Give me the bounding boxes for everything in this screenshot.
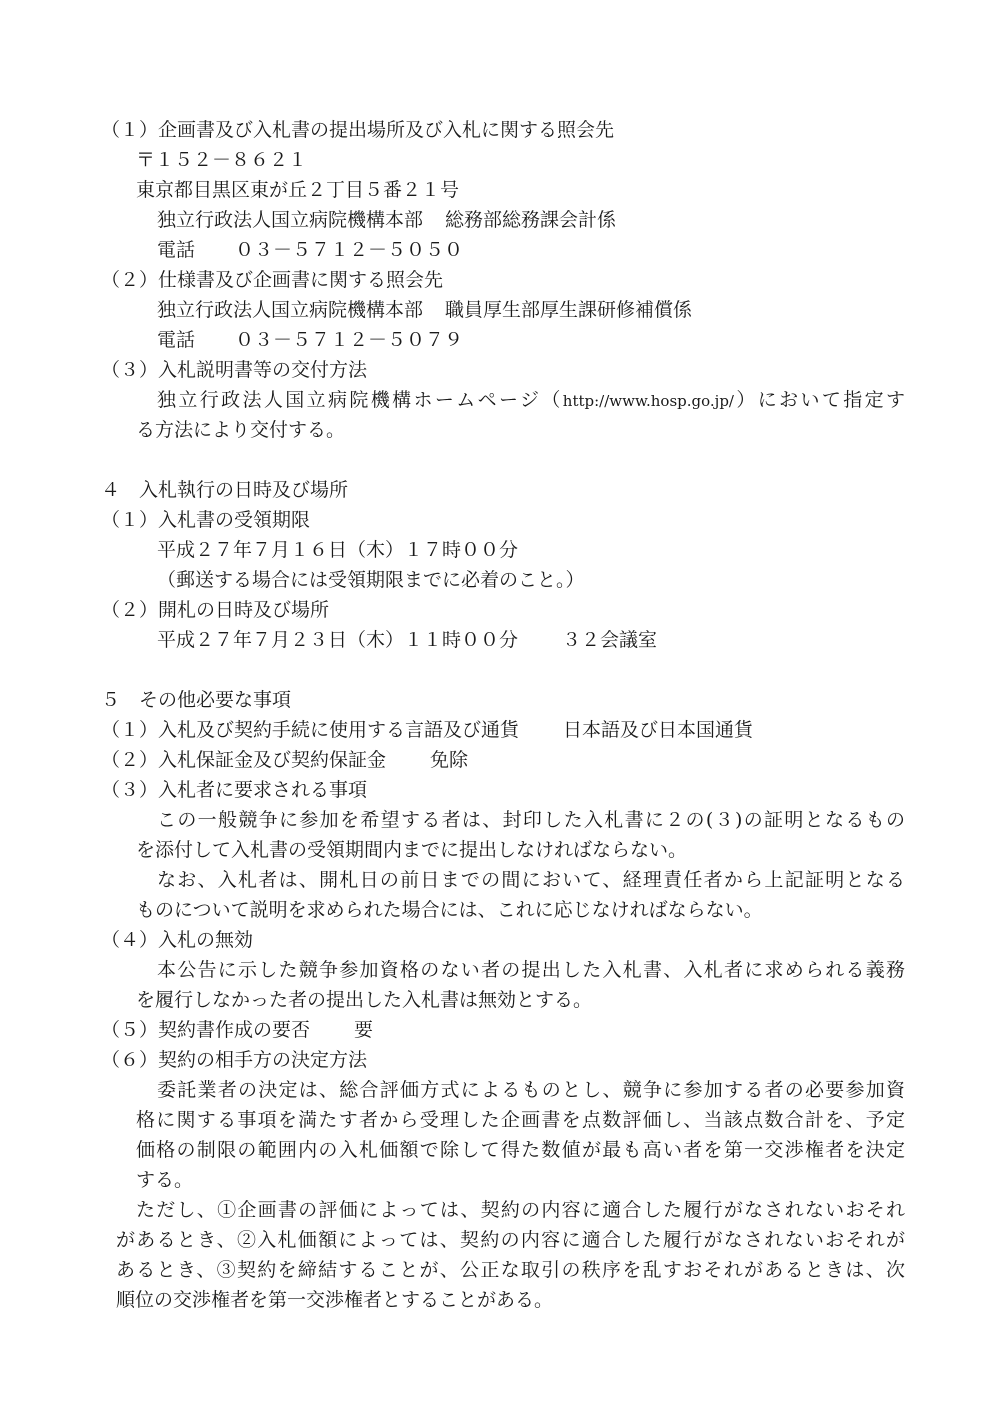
proviso-line-2: があるとき、②入札価額によっては、契約の内容に適合した履行がなされないおそれが [116, 1229, 905, 1251]
item-language-currency-label: （１）入札及び契約手続に使用する言語及び通貨 [101, 719, 520, 741]
heading-receipt-deadline: （１）入札書の受領期限 [101, 509, 311, 531]
requirements-line-3: なお、入札者は、開札日の前日までの間において、経理責任者から上記証明となる [157, 869, 905, 891]
section-4-title: ４ 入札執行の日時及び場所 [101, 479, 349, 501]
heading-invalid-bids: （４）入札の無効 [101, 929, 254, 951]
heading-opening: （２）開札の日時及び場所 [101, 599, 330, 621]
item-language-currency-value: 日本語及び日本国通貨 [563, 719, 754, 741]
distribution-paragraph-line-2: る方法により交付する。 [136, 419, 346, 441]
proviso-line-3: あるとき、③契約を締結することが、公正な取引の秩序を乱すおそれがあるときは、次 [116, 1259, 905, 1281]
decision-line-4: する。 [136, 1169, 194, 1191]
opening-datetime: 平成２７年７月２３日（木）１１時００分 [157, 629, 519, 651]
department-name: 総務部総務課会計係 [445, 209, 617, 231]
decision-line-1: 委託業者の決定は、総合評価方式によるものとし、競争に参加する者の必要参加資 [157, 1079, 905, 1101]
phone-number: ０３－５７１２－５０５０ [235, 239, 464, 261]
phone-label: 電話 [157, 239, 196, 261]
contact-office-2 [157, 299, 692, 321]
decision-line-2: 格に関する事項を満たす者から受理した企画書を点数評価し、当該点数合計を、予定 [136, 1109, 905, 1131]
heading-distribution-method: （３）入札説明書等の交付方法 [101, 359, 368, 381]
office-name: 独立行政法人国立病院機構本部 [157, 209, 424, 231]
address: 東京都目黒区東が丘２丁目５番２１号 [136, 179, 460, 201]
distribution-text-pre: 独立行政法人国立病院機構ホームページ（ [157, 389, 563, 411]
item-contract-document-label: （５）契約書作成の要否 [101, 1019, 311, 1041]
invalid-bids-line-2: を履行しなかった者の提出した入札書は無効とする。 [136, 989, 593, 1011]
distribution-text-post: ）において指定す [733, 389, 905, 411]
heading-decision-method: （６）契約の相手方の決定方法 [101, 1049, 368, 1071]
contact-office [157, 209, 616, 231]
opening-datetime-place [157, 629, 657, 651]
invalid-bids-line-1: 本公告に示した競争参加資格のない者の提出した入札書、入札者に求められる義務 [157, 959, 905, 981]
heading-submission-place: （１）企画書及び入札書の提出場所及び入札に関する照会先 [101, 119, 615, 141]
item-deposit-value: 免除 [430, 749, 469, 771]
requirements-line-4: ものについて説明を求められた場合には、これに応じなければならない。 [136, 899, 763, 921]
item-contract-document [101, 1019, 373, 1041]
postal-code: 〒１５２－８６２１ [136, 149, 308, 171]
contact-phone [157, 239, 463, 261]
item-deposit [101, 749, 468, 771]
homepage-url: http://www.hosp.go.jp/ [562, 392, 734, 410]
requirements-line-1: この一般競争に参加を希望する者は、封印した入札書に２の(３)の証明となるもの [157, 809, 905, 831]
receipt-deadline: 平成２７年７月１６日（木）１７時００分 [157, 539, 519, 561]
item-contract-document-value: 要 [354, 1019, 374, 1041]
heading-bidder-requirements: （３）入札者に要求される事項 [101, 779, 368, 801]
requirements-line-2: を添付して入札書の受領期間内までに提出しなければならない。 [136, 839, 688, 861]
item-deposit-label: （２）入札保証金及び契約保証金 [101, 749, 387, 771]
distribution-paragraph-line-1 [157, 389, 905, 411]
department-name-2: 職員厚生部厚生課研修補償係 [445, 299, 693, 321]
office-name-2: 独立行政法人国立病院機構本部 [157, 299, 424, 321]
phone-number-2: ０３－５７１２－５０７９ [235, 329, 464, 351]
proviso-line-4: 順位の交渉権者を第一交渉権者とすることがある。 [116, 1289, 554, 1311]
phone-label-2: 電話 [157, 329, 196, 351]
contact-phone-2 [157, 329, 463, 351]
opening-room: ３２会議室 [562, 629, 658, 651]
mail-note: （郵送する場合には受領期限までに必着のこと。） [157, 569, 585, 591]
section-5-title: ５ その他必要な事項 [101, 689, 292, 711]
item-language-currency [101, 719, 753, 741]
decision-line-3: 価格の制限の範囲内の入札価額で除して得た数値が最も高い者を第一交渉権者を決定 [136, 1139, 905, 1161]
proviso-line-1: ただし、①企画書の評価によっては、契約の内容に適合した履行がなされないおそれ [136, 1199, 905, 1221]
heading-spec-inquiry: （２）仕様書及び企画書に関する照会先 [101, 269, 444, 291]
